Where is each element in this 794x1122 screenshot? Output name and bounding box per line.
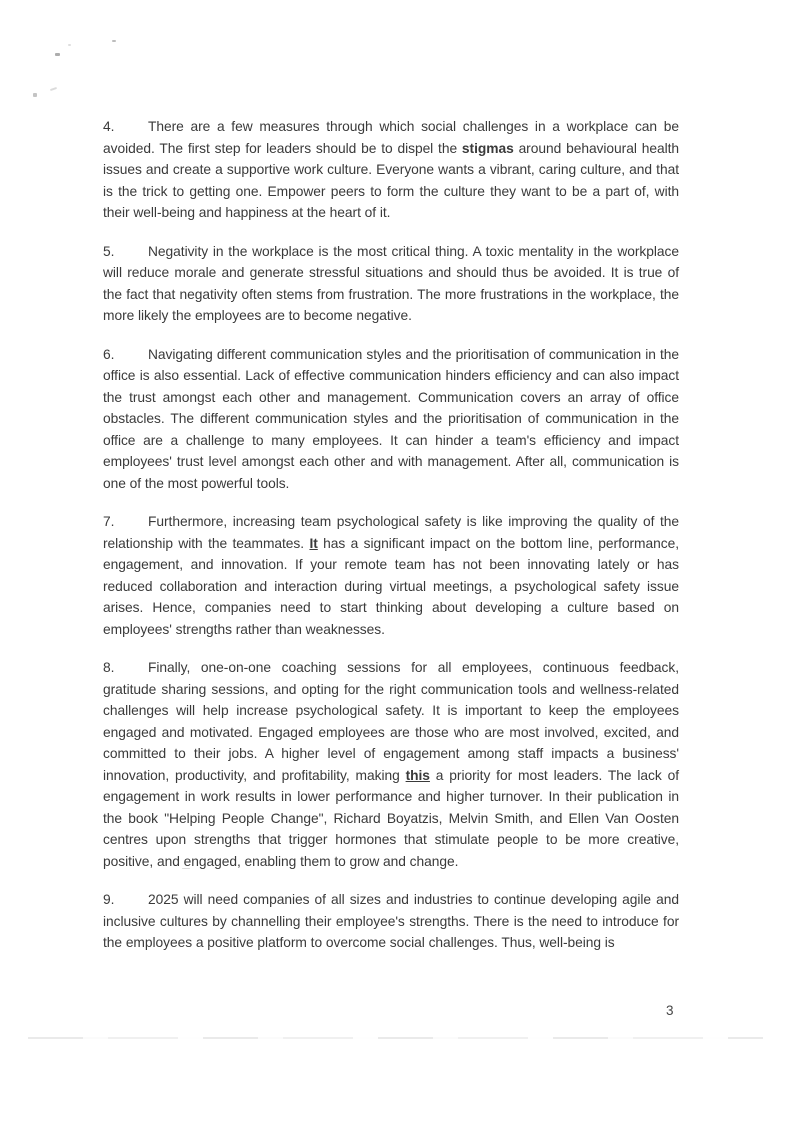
text-segment: Navigating different communication styles and the prioritisation of communication in the office is also essential. Lack of effective communication hinders efficiency and can also impact the trust amongst each other and management. Communication covers an array of office obstacles. The different communication styles and the prioritisation of communication in the office are a challenge to many employees. It can hinder a team's efficiency and impact employees' trust level amongst each other and with management. After all, communication is one of the most powerful tools. [103,346,679,491]
scan-artifact [68,44,71,46]
paragraph-number: 8. [103,660,115,675]
emphasized-text: this [405,767,430,783]
scan-artifact-line [28,1037,763,1039]
paragraph-number: 9. [103,892,115,907]
emphasized-text: It [309,535,318,551]
page-number: 3 [666,1003,674,1018]
scan-artifact [50,87,57,91]
document-body [103,116,679,971]
text-segment: Furthermore, increasing team psychological safety is like improving the quality of the relationship with the teammates. [103,514,679,551]
text-segment: has a significant impact on the bottom line, performance, engagement, and innovation. If your remote team has not been innovating lately or has reduced collaboration and interaction during virtual meetings, a psychological safety issue arises. Hence, companies need to start thinking about developing a culture based on employees' strengths rather than weaknesses. [103,535,679,637]
paragraph-number: 5. [103,243,115,259]
paragraph [103,889,679,954]
text-segment: Finally, one-on-one coaching sessions for all employees, continuous feedback, gratitude sharing sessions, and opting for the right communication tools and wellness-related challenges will help increase psychological safety. It is important to keep the employees engaged and motivated. Engaged employees are those who are most involved, excited, and committed to their jobs. A higher level of engagement among staff impacts a business' innovation, productivity, and profitability, making [103,660,679,783]
emphasized-text: stigmas [461,140,514,156]
paragraph [103,344,679,495]
paragraph-number: 6. [103,346,115,362]
paragraph-number: 4. [103,119,115,134]
text-segment: around behavioural health issues and create a supportive work culture. Everyone wants a vibrant, caring culture, and that is the trick to getting one. Empower peers to form the culture they want to be a part of, with their well-being and happiness at the heart of it. [103,140,679,220]
scan-artifact [55,53,60,56]
paragraph [103,511,679,640]
paragraph [103,116,679,224]
text-segment: 2025 will need companies of all sizes and industries to continue developing agile and inclusive cultures by channelling their employee's strengths. There is the need to introduce for the employees a positive platform to overcome social challenges. Thus, well-being is [103,892,679,950]
text-segment: a priority for most leaders. The lack of engagement in work results in lower performance and higher turnover. In their publication in the book "Helping People Change", Richard Boyatzis, Melvin Smith, and Ellen Van Oosten centres upon strengths that trigger hormones that stimulate people to be more creative, positive, and engaged, enabling them to grow and change. [103,767,679,869]
scan-artifact [112,40,116,42]
scan-artifact [33,93,37,97]
paragraph-number: 7. [103,514,115,529]
text-segment: There are a few measures through which social challenges in a workplace can be avoided. The first step for leaders should be to dispel the [103,119,679,156]
text-segment: Negativity in the workplace is the most critical thing. A toxic mentality in the workplace will reduce morale and generate stressful situations and should thus be avoided. It is true of the fact that negativity often stems from frustration. The more frustrations in the workplace, the more likely the employees are to become negative. [103,243,679,323]
paragraph [103,657,679,872]
paragraph [103,241,679,327]
